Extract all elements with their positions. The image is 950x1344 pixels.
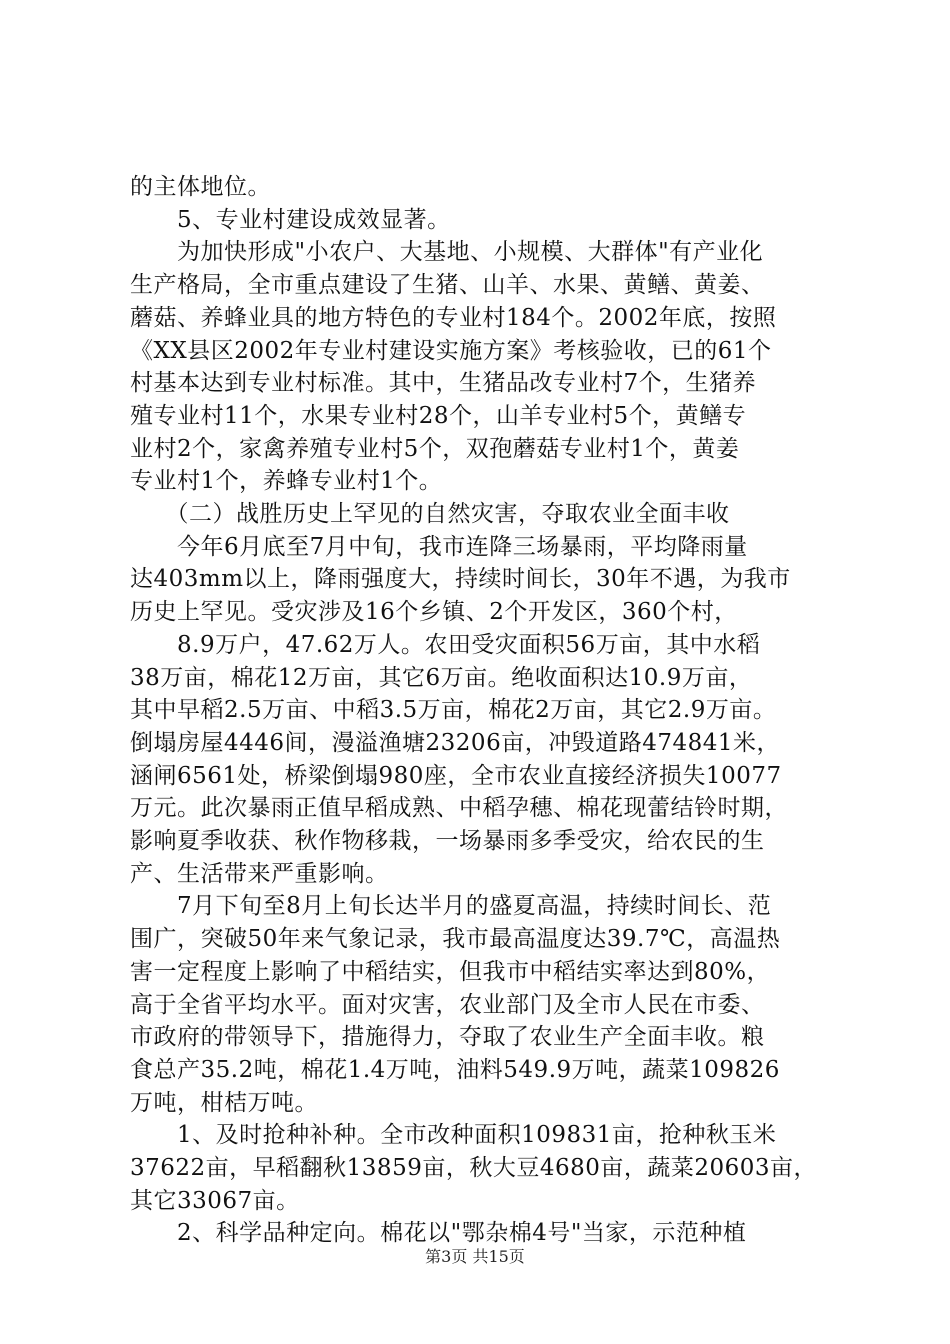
text-line: 食总产35.2吨，棉花1.4万吨，油料549.9万吨，蔬菜109826 <box>130 1056 780 1083</box>
text-line: 专业村1个，养蜂专业村1个。 <box>130 468 443 495</box>
text-line: 市政府的带领导下，措施得力，夺取了农业生产全面丰收。粮 <box>130 1024 765 1051</box>
text-line: 8.9万户，47.62万人。农田受灾面积56万亩，其中水稻 <box>130 631 761 658</box>
text-line: 业村2个，家禽养殖专业村5个，双孢蘑菇专业村1个，黄姜 <box>130 435 740 462</box>
text-line: 2、科学品种定向。棉花以"鄂杂棉4号"当家，示范种植 <box>130 1220 747 1247</box>
page-footer: 第3页 共15页 <box>425 1247 525 1266</box>
text-line: 涵闸6561处，桥梁倒塌980座，全市农业直接经济损失10077 <box>130 762 782 789</box>
text-line: 为加快形成"小农户、大基地、小规模、大群体"有产业化 <box>130 239 764 266</box>
text-line: 生产格局，全市重点建设了生猪、山羊、水果、黄鳝、黄姜、 <box>130 272 765 299</box>
text-line: 万吨，柑桔万吨。 <box>130 1089 318 1116</box>
text-line: 倒塌房屋4446间，漫溢渔塘23206亩，冲毁道路474841米， <box>130 729 780 756</box>
text-line: 殖专业村11个，水果专业村28个，山羊专业村5个，黄鳝专 <box>130 402 747 429</box>
text-line: 其中早稻2.5万亩、中稻3.5万亩，棉花2万亩，其它2.9万亩。 <box>130 697 777 724</box>
section-heading: 5、专业村建设成效显著。 <box>130 206 451 233</box>
text-line: 产、生活带来严重影响。 <box>130 860 389 887</box>
text-line: 达403mm以上，降雨强度大，持续时间长，30年不遇，为我市 <box>130 566 791 593</box>
text-line: 的主体地位。 <box>130 174 271 200</box>
text-line: 1、及时抢种补种。全市改种面积109831亩，抢种秋玉米 <box>130 1122 777 1149</box>
text-line: 38万亩，棉花12万亩，其它6万亩。绝收面积达10.9万亩， <box>130 664 753 691</box>
text-line: 影响夏季收获、秋作物移栽，一场暴雨多季受灾，给农民的生 <box>130 828 765 854</box>
text-line: 高于全省平均水平。面对灾害，农业部门及全市人民在市委、 <box>130 991 765 1018</box>
text-line: 历史上罕见。受灾涉及16个乡镇、2个开发区，360个村， <box>130 599 738 626</box>
text-line: 害一定程度上影响了中稻结实，但我市中稻结实率达到80%， <box>130 958 771 985</box>
text-line: 《XX县区2002年专业村建设实施方案》考核验收，已的61个 <box>130 337 772 364</box>
text-line: 37622亩，早稻翻秋13859亩，秋大豆4680亩，蔬菜20603亩， <box>130 1155 818 1181</box>
text-line: 蘑菇、养蜂业具的地方特色的专业村184个。2002年底，按照 <box>130 304 777 331</box>
section-heading: （二）战胜历史上罕见的自然灾害，夺取农业全面丰收 <box>130 501 730 527</box>
text-line: 今年6月底至7月中旬，我市连降三场暴雨，平均降雨量 <box>130 533 748 560</box>
text-line: 其它33067亩。 <box>130 1187 300 1214</box>
text-line: 村基本达到专业村标准。其中，生猪品改专业村7个，生猪养 <box>130 370 757 397</box>
text-line: 万元。此次暴雨正值早稻成熟、中稻孕穗、棉花现蕾结铃时期， <box>130 795 788 822</box>
text-line: 围广，突破50年来气象记录，我市最高温度达39.7℃，高温热 <box>130 926 781 953</box>
text-line: 7月下旬至8月上旬长达半月的盛夏高温，持续时间长、范 <box>130 893 772 920</box>
